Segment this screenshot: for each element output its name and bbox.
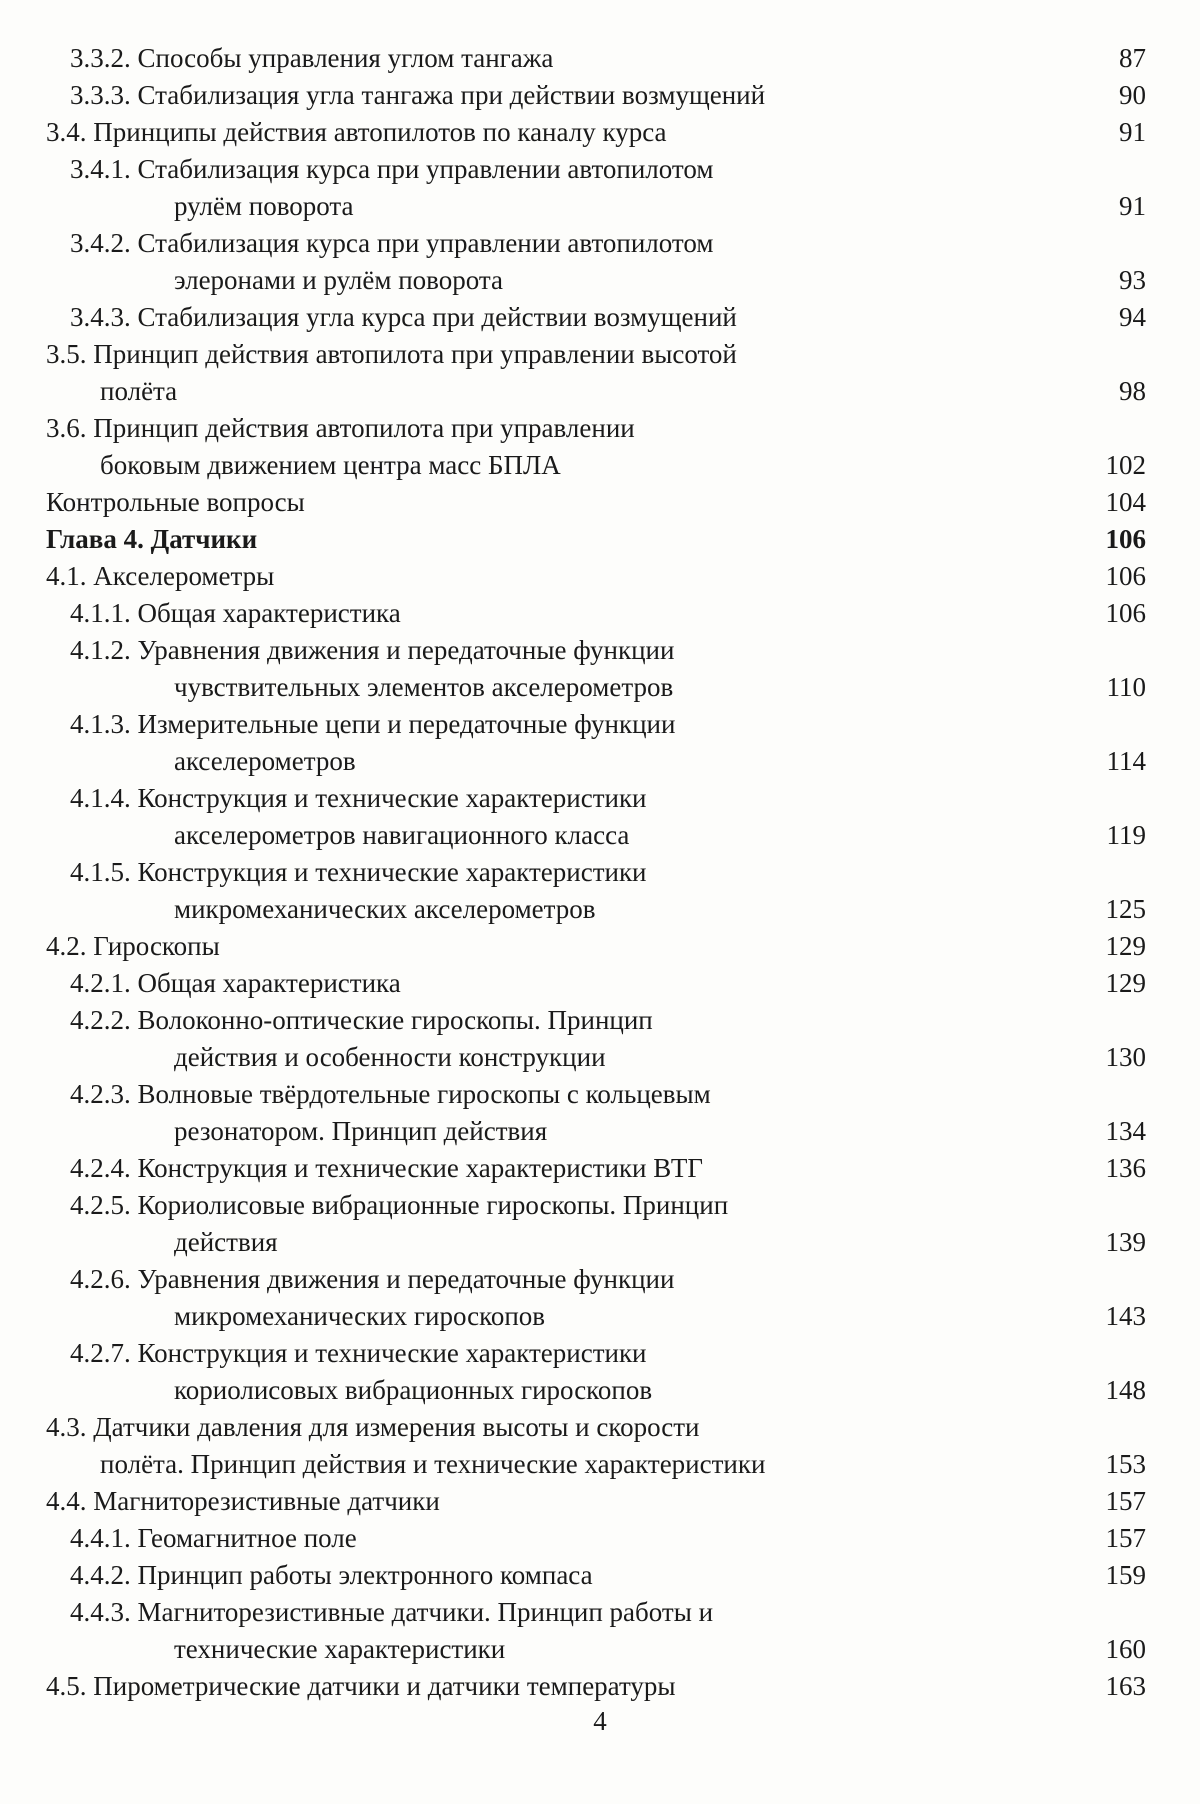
- toc-entry: [46, 1557, 1146, 1594]
- toc-entry-number: 4.2.7.: [70, 1338, 131, 1368]
- toc-entry: [46, 1409, 1146, 1483]
- toc-entry-number: 4.1.3.: [70, 709, 131, 739]
- toc-entry-number: 4.1.5.: [70, 857, 131, 887]
- toc-entry-page: 143: [1105, 1301, 1146, 1331]
- toc-entry-text: Пирометрические датчики и датчики температуры: [93, 1671, 676, 1701]
- toc-entry-text: Общая характеристика: [137, 598, 401, 628]
- toc-entry: [46, 151, 1146, 225]
- toc-entry: [46, 1668, 1146, 1705]
- toc-entry-text: Магниторезистивные датчики: [93, 1486, 440, 1516]
- toc-entry: [46, 1002, 1146, 1076]
- toc-entry-page: 139: [1105, 1227, 1146, 1257]
- toc-entry: [46, 299, 1146, 336]
- toc-entry-number: 3.5.: [46, 339, 87, 369]
- toc-entry-page: 130: [1105, 1042, 1146, 1072]
- toc-entry: [46, 928, 1146, 965]
- toc-entry-number: 4.4.1.: [70, 1523, 131, 1553]
- toc-entry-continuation: микромеханических гироскопов: [174, 1301, 546, 1331]
- toc-entry-title: [46, 521, 1146, 558]
- toc-entry-text: Принцип работы электронного компаса: [137, 1560, 593, 1590]
- toc-entry: [46, 1261, 1146, 1335]
- toc-entry-title: [70, 1520, 1146, 1557]
- toc-entry-continuation: технические характеристики: [174, 1634, 506, 1664]
- toc-entry-page: 119: [1106, 820, 1146, 850]
- toc-entry-title: [70, 299, 1146, 336]
- toc-entry-number: 4.1.4.: [70, 783, 131, 813]
- toc-entry-number: 4.2.6.: [70, 1264, 131, 1294]
- toc-entry-number: 4.2.2.: [70, 1005, 131, 1035]
- toc-entry-continuation: полёта. Принцип действия и технические характеристики: [100, 1449, 766, 1479]
- toc-entry-title: [70, 706, 1146, 743]
- toc-entry: [46, 632, 1146, 706]
- toc-entry-number: 3.3.3.: [70, 80, 131, 110]
- toc-entry-page: 106: [1105, 598, 1146, 628]
- toc-entry-number: 4.4.: [46, 1486, 87, 1516]
- toc-entry-page: 159: [1105, 1560, 1146, 1590]
- toc-entry-number: 4.2.: [46, 931, 87, 961]
- toc-entry: [46, 965, 1146, 1002]
- toc-entry-title: [70, 1076, 1146, 1113]
- toc-entry: [46, 410, 1146, 484]
- toc-entry-page: 163: [1105, 1671, 1146, 1701]
- toc-entry-continuation: действия и особенности конструкции: [174, 1042, 606, 1072]
- toc-entry-page: 134: [1105, 1116, 1146, 1146]
- toc-entry-page: 91: [1119, 191, 1146, 221]
- toc-entry-title: [70, 1261, 1146, 1298]
- toc-entry-page: 94: [1119, 302, 1146, 332]
- toc-entry-text: Волновые твёрдотельные гироскопы с кольцевым: [137, 1079, 711, 1109]
- toc-entry-title: [46, 1409, 1146, 1446]
- toc-entry-text: Принципы действия автопилотов по каналу курса: [93, 117, 667, 147]
- toc-entry-text: Общая характеристика: [137, 968, 401, 998]
- toc-entry-number: 4.3.: [46, 1412, 87, 1442]
- toc-entry-number: 4.4.2.: [70, 1560, 131, 1590]
- toc-entry-continuation: чувствительных элементов акселерометров: [174, 672, 674, 702]
- toc-entry: [46, 1187, 1146, 1261]
- toc-entry-page: 125: [1105, 894, 1146, 924]
- toc-entry-text: Конструкция и технические характеристики: [137, 1338, 647, 1368]
- toc-entry: [46, 77, 1146, 114]
- toc-entry-page: 114: [1106, 746, 1146, 776]
- toc-entry-text: Уравнения движения и передаточные функции: [137, 1264, 675, 1294]
- toc-entry: [46, 854, 1146, 928]
- toc-entry: [46, 595, 1146, 632]
- toc-entry: [46, 521, 1146, 558]
- toc-entry-title: [46, 484, 1146, 521]
- toc-entry-title: [70, 854, 1146, 891]
- toc-entry-page: 148: [1105, 1375, 1146, 1405]
- toc-entry-title: [70, 225, 1146, 262]
- toc-entry-text: Стабилизация угла курса при действии возмущений: [137, 302, 737, 332]
- toc-entry-text: Акселерометры: [93, 561, 275, 591]
- toc-entry-title: [70, 632, 1146, 669]
- toc-entry-title: [70, 1594, 1146, 1631]
- toc-entry-text: Магниторезистивные датчики. Принцип работы и: [137, 1597, 714, 1627]
- toc-entry-text: Конструкция и технические характеристики: [137, 783, 647, 813]
- toc-entry-number: 4.2.5.: [70, 1190, 131, 1220]
- toc-entry: [46, 1335, 1146, 1409]
- toc-entry-continuation: элеронами и рулём поворота: [174, 265, 503, 295]
- toc-entry-text: Измерительные цепи и передаточные функции: [137, 709, 676, 739]
- toc-entry-title: [46, 558, 1146, 595]
- toc-entry-number: 4.2.4.: [70, 1153, 131, 1183]
- toc-entry-page: 93: [1119, 265, 1146, 295]
- toc-entry-number: 3.4.3.: [70, 302, 131, 332]
- toc-entry-text: Волоконно-оптические гироскопы. Принцип: [137, 1005, 653, 1035]
- toc-entry-page: 90: [1119, 80, 1146, 110]
- toc-entry-title: [70, 1187, 1146, 1224]
- toc-entry-continuation: рулём поворота: [174, 191, 354, 221]
- toc-entry-text: Датчики давления для измерения высоты и скорости: [93, 1412, 700, 1442]
- toc-entry: [46, 706, 1146, 780]
- toc-entry-continuation: акселерометров: [174, 746, 356, 776]
- toc-entry-page: 91: [1119, 117, 1146, 147]
- toc-entry-text: Гироскопы: [93, 931, 220, 961]
- toc-entry-page: 98: [1119, 376, 1146, 406]
- toc-entry-text: Конструкция и технические характеристики: [137, 857, 647, 887]
- toc-entry-page: 110: [1106, 672, 1146, 702]
- toc-entry-text: Уравнения движения и передаточные функции: [137, 635, 675, 665]
- toc-entry-page: 157: [1105, 1523, 1146, 1553]
- toc-entry-text: Контрольные вопросы: [46, 487, 305, 517]
- toc-entry-continuation: микромеханических акселерометров: [174, 894, 596, 924]
- toc-entry-page: 129: [1105, 931, 1146, 961]
- toc-entry-number: 3.4.: [46, 117, 87, 147]
- toc-entry-number: 4.2.1.: [70, 968, 131, 998]
- toc-entry-text: Конструкция и технические характеристики ВТГ: [137, 1153, 704, 1183]
- toc-entry-continuation: акселерометров навигационного класса: [174, 820, 630, 850]
- toc-entry-title: [46, 336, 1146, 373]
- toc-entry-text: Кориолисовые вибрационные гироскопы. Принцип: [137, 1190, 729, 1220]
- toc-entry-page: 104: [1105, 487, 1146, 517]
- toc-entry-number: 4.4.3.: [70, 1597, 131, 1627]
- toc-entry-number: 3.4.1.: [70, 154, 131, 184]
- toc-entry-title: [70, 1557, 1146, 1594]
- toc-entry-text: Способы управления углом тангажа: [137, 43, 554, 73]
- toc-entry-page: 106: [1105, 561, 1146, 591]
- toc-entry: [46, 225, 1146, 299]
- toc-entry-text: Принцип действия автопилота при управлении: [93, 413, 635, 443]
- toc-entry-text: Стабилизация курса при управлении автопилотом: [137, 154, 714, 184]
- page-number: 4: [593, 1706, 607, 1736]
- toc-entry-page: 136: [1105, 1153, 1146, 1183]
- toc-entry-title: [70, 780, 1146, 817]
- toc-entry-title: [70, 1150, 1146, 1187]
- toc-entry-number: 4.1.: [46, 561, 87, 591]
- toc-entry-page: 153: [1105, 1449, 1146, 1479]
- table-of-contents: [46, 40, 1146, 1705]
- toc-entry-text: Стабилизация угла тангажа при действии возмущений: [137, 80, 766, 110]
- toc-entry-number: 3.3.2.: [70, 43, 131, 73]
- toc-entry-title: [70, 40, 1146, 77]
- toc-entry: [46, 1594, 1146, 1668]
- toc-entry: [46, 558, 1146, 595]
- toc-entry: [46, 336, 1146, 410]
- toc-entry-continuation: резонатором. Принцип действия: [174, 1116, 548, 1146]
- toc-entry: [46, 484, 1146, 521]
- toc-entry-title: [70, 965, 1146, 1002]
- toc-entry-title: [70, 595, 1146, 632]
- toc-entry-page: 160: [1105, 1634, 1146, 1664]
- toc-entry-page: 157: [1105, 1486, 1146, 1516]
- toc-entry-number: 4.1.1.: [70, 598, 131, 628]
- toc-entry-page: 106: [1105, 524, 1146, 554]
- toc-entry: [46, 114, 1146, 151]
- toc-entry-text: Геомагнитное поле: [137, 1523, 357, 1553]
- toc-entry: [46, 1150, 1146, 1187]
- toc-entry-title: [70, 1002, 1146, 1039]
- toc-entry: [46, 1483, 1146, 1520]
- toc-entry-title: [70, 1335, 1146, 1372]
- toc-entry: [46, 1076, 1146, 1150]
- toc-entry-number: 3.6.: [46, 413, 87, 443]
- toc-entry: [46, 1520, 1146, 1557]
- toc-entry-continuation: полёта: [100, 376, 178, 406]
- toc-entry-number: 3.4.2.: [70, 228, 131, 258]
- toc-entry-text: Стабилизация курса при управлении автопилотом: [137, 228, 714, 258]
- toc-entry-title: [46, 410, 1146, 447]
- toc-entry-title: [46, 114, 1146, 151]
- toc-entry-title: [70, 151, 1146, 188]
- toc-entry: [46, 780, 1146, 854]
- toc-entry-continuation: кориолисовых вибрационных гироскопов: [174, 1375, 653, 1405]
- toc-entry: [46, 40, 1146, 77]
- toc-entry-title: [46, 1483, 1146, 1520]
- toc-entry-page: 129: [1105, 968, 1146, 998]
- toc-entry-title: [70, 77, 1146, 114]
- toc-entry-continuation: действия: [174, 1227, 278, 1257]
- toc-entry-text: Принцип действия автопилота при управлении высотой: [93, 339, 737, 369]
- toc-entry-number: 4.5.: [46, 1671, 87, 1701]
- toc-entry-title: [46, 928, 1146, 965]
- toc-entry-continuation: боковым движением центра масс БПЛА: [100, 450, 561, 480]
- toc-entry-number: 4.2.3.: [70, 1079, 131, 1109]
- toc-entry-text: Глава 4. Датчики: [46, 524, 258, 554]
- toc-entry-number: 4.1.2.: [70, 635, 131, 665]
- toc-entry-page: 102: [1105, 450, 1146, 480]
- toc-entry-title: [46, 1668, 1146, 1705]
- toc-entry-page: 87: [1119, 43, 1146, 73]
